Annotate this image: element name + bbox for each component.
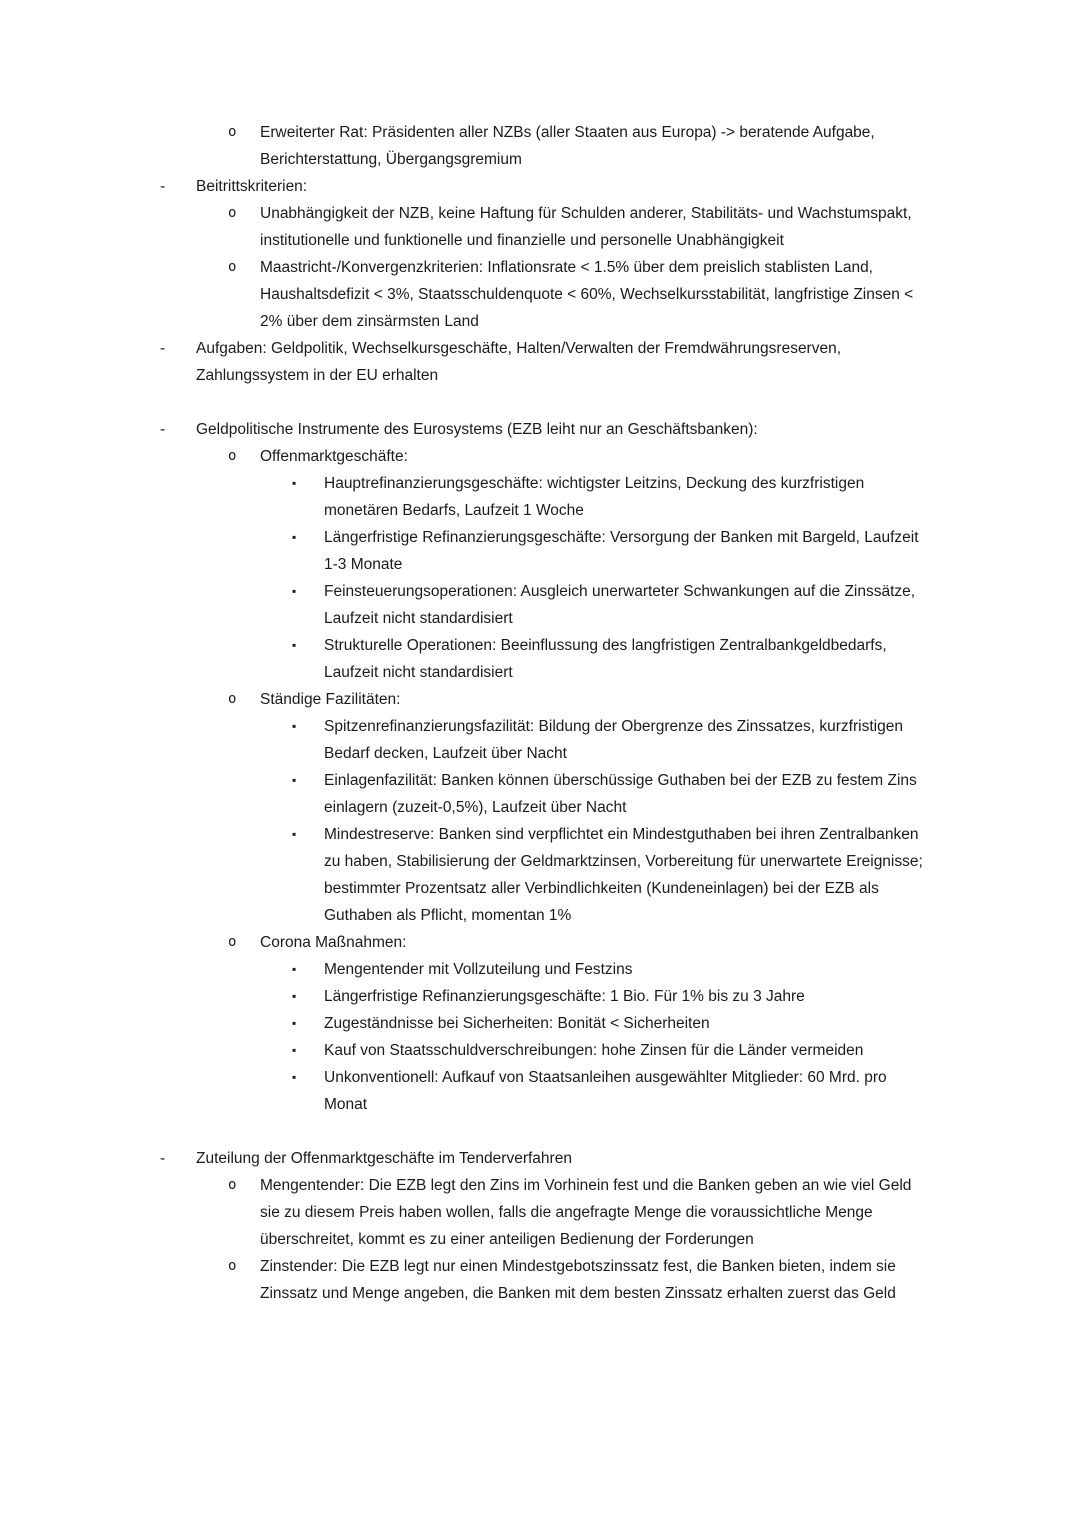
list-item xyxy=(292,1037,1080,1064)
paragraph-spacer xyxy=(0,1118,1080,1145)
circle-bullet-icon: o xyxy=(228,259,237,275)
list-item xyxy=(160,335,1080,389)
dash-bullet-icon: - xyxy=(160,1150,166,1167)
list-item-text: Mengentender: Die EZB legt den Zins im Vorhinein fest und die Banken geben an wie viel Geld sie zu diesem Preis haben wollen, falls die angefragte Menge die voraussichtliche Menge überschreitet, kommt es zu einer anteiligen Bedienung der Forderungen xyxy=(260,1177,912,1248)
list-item-text: Längerfristige Refinanzierungsgeschäfte: 1 Bio. Für 1% bis zu 3 Jahre xyxy=(324,988,805,1005)
square-bullet-icon: ▪ xyxy=(292,1043,297,1057)
square-bullet-icon: ▪ xyxy=(292,476,297,490)
square-bullet-icon: ▪ xyxy=(292,773,297,787)
list-item xyxy=(228,254,1080,335)
dash-bullet-icon: - xyxy=(160,178,166,195)
square-bullet-icon: ▪ xyxy=(292,1016,297,1030)
dash-bullet-icon: - xyxy=(160,421,166,438)
document-list xyxy=(0,119,1080,1307)
list-item xyxy=(228,929,1080,956)
list-item xyxy=(292,470,1080,524)
list-item-text: Offenmarktgeschäfte: xyxy=(260,448,408,465)
list-item xyxy=(292,983,1080,1010)
square-bullet-icon: ▪ xyxy=(292,719,297,733)
list-item xyxy=(292,956,1080,983)
list-item xyxy=(228,1253,1080,1307)
square-bullet-icon: ▪ xyxy=(292,530,297,544)
list-item-text: Zuteilung der Offenmarktgeschäfte im Tenderverfahren xyxy=(196,1150,572,1167)
circle-bullet-icon: o xyxy=(228,124,237,140)
list-item-text: Maastricht-/Konvergenzkriterien: Inflationsrate < 1.5% über dem preislich stablisten Land, Haushaltsdefizit < 3%, Staatsschuldenquote < 60%, Wechselkursstabilität, langfristige Zinsen < 2% über dem zinsärmsten Land xyxy=(260,259,914,330)
list-item-text: Feinsteuerungsoperationen: Ausgleich unerwarteter Schwankungen auf die Zinssätze, Laufzeit nicht standardisiert xyxy=(324,583,916,627)
list-item xyxy=(292,821,1080,929)
square-bullet-icon: ▪ xyxy=(292,584,297,598)
list-item-text: Zugeständnisse bei Sicherheiten: Bonität < Sicherheiten xyxy=(324,1015,710,1032)
list-item-text: Mengentender mit Vollzuteilung und Festzins xyxy=(324,961,633,978)
square-bullet-icon: ▪ xyxy=(292,989,297,1003)
square-bullet-icon: ▪ xyxy=(292,962,297,976)
paragraph-spacer xyxy=(0,389,1080,416)
list-item-text: Mindestreserve: Banken sind verpflichtet ein Mindestguthaben bei ihren Zentralbanken zu haben, Stabilisierung der Geldmarktzinsen, Vorbereitung für unerwartete Ereignisse; bestimmter Prozentsatz aller Verbindlichkeiten (Kundeneinlagen) bei der EZB als Guthaben als Pflicht, momentan 1% xyxy=(324,826,923,924)
square-bullet-icon: ▪ xyxy=(292,638,297,652)
list-item-text: Geldpolitische Instrumente des Eurosystems (EZB leiht nur an Geschäftsbanken): xyxy=(196,421,758,438)
list-item xyxy=(228,200,1080,254)
circle-bullet-icon: o xyxy=(228,691,237,707)
list-item-text: Aufgaben: Geldpolitik, Wechselkursgeschäfte, Halten/Verwalten der Fremdwährungsreserven, Zahlungssystem in der EU erhalten xyxy=(196,340,842,384)
list-item-text: Hauptrefinanzierungsgeschäfte: wichtigster Leitzins, Deckung des kurzfristigen monetären Bedarfs, Laufzeit 1 Woche xyxy=(324,475,865,519)
list-item xyxy=(292,713,1080,767)
square-bullet-icon: ▪ xyxy=(292,827,297,841)
circle-bullet-icon: o xyxy=(228,1258,237,1274)
square-bullet-icon: ▪ xyxy=(292,1070,297,1084)
list-item xyxy=(160,416,1080,443)
list-item xyxy=(160,1145,1080,1172)
list-item xyxy=(292,524,1080,578)
list-item-text: Corona Maßnahmen: xyxy=(260,934,407,951)
circle-bullet-icon: o xyxy=(228,448,237,464)
list-item xyxy=(228,443,1080,470)
list-item-text: Einlagenfazilität: Banken können überschüssige Guthaben bei der EZB zu festem Zins einlagern (zuzeit-0,5%), Laufzeit über Nacht xyxy=(324,772,917,816)
list-item-text: Unkonventionell: Aufkauf von Staatsanleihen ausgewählter Mitglieder: 60 Mrd. pro Monat xyxy=(324,1069,887,1113)
list-item-text: Ständige Fazilitäten: xyxy=(260,691,401,708)
list-item xyxy=(160,173,1080,200)
list-item-text: Beitrittskriterien: xyxy=(196,178,308,195)
list-item-text: Längerfristige Refinanzierungsgeschäfte: Versorgung der Banken mit Bargeld, Laufzeit 1-3 Monate xyxy=(324,529,919,573)
circle-bullet-icon: o xyxy=(228,934,237,950)
list-item-text: Spitzenrefinanzierungsfazilität: Bildung der Obergrenze des Zinssatzes, kurzfristigen Bedarf decken, Laufzeit über Nacht xyxy=(324,718,903,762)
list-item xyxy=(292,1064,1080,1118)
list-item xyxy=(228,119,1080,173)
dash-bullet-icon: - xyxy=(160,340,166,357)
list-item-text: Strukturelle Operationen: Beeinflussung des langfristigen Zentralbankgeldbedarfs, Laufzeit nicht standardisiert xyxy=(324,637,887,681)
list-item-text: Kauf von Staatsschuldverschreibungen: hohe Zinsen für die Länder vermeiden xyxy=(324,1042,864,1059)
circle-bullet-icon: o xyxy=(228,205,237,221)
list-item-text: Erweiterter Rat: Präsidenten aller NZBs (aller Staaten aus Europa) -> beratende Aufgabe, Berichterstattung, Übergangsgremium xyxy=(260,124,875,168)
list-item xyxy=(228,686,1080,713)
list-item xyxy=(292,578,1080,632)
list-item xyxy=(292,632,1080,686)
list-item xyxy=(228,1172,1080,1253)
list-item xyxy=(292,1010,1080,1037)
list-item xyxy=(292,767,1080,821)
circle-bullet-icon: o xyxy=(228,1177,237,1193)
list-item-text: Unabhängigkeit der NZB, keine Haftung für Schulden anderer, Stabilitäts- und Wachstumspakt, institutionelle und funktionelle und finanzielle und personelle Unabhängigkeit xyxy=(260,205,912,249)
list-item-text: Zinstender: Die EZB legt nur einen Mindestgebotszinssatz fest, die Banken bieten, indem sie Zinssatz und Menge angeben, die Banken mit dem besten Zinssatz erhalten zuerst das Geld xyxy=(260,1258,896,1302)
